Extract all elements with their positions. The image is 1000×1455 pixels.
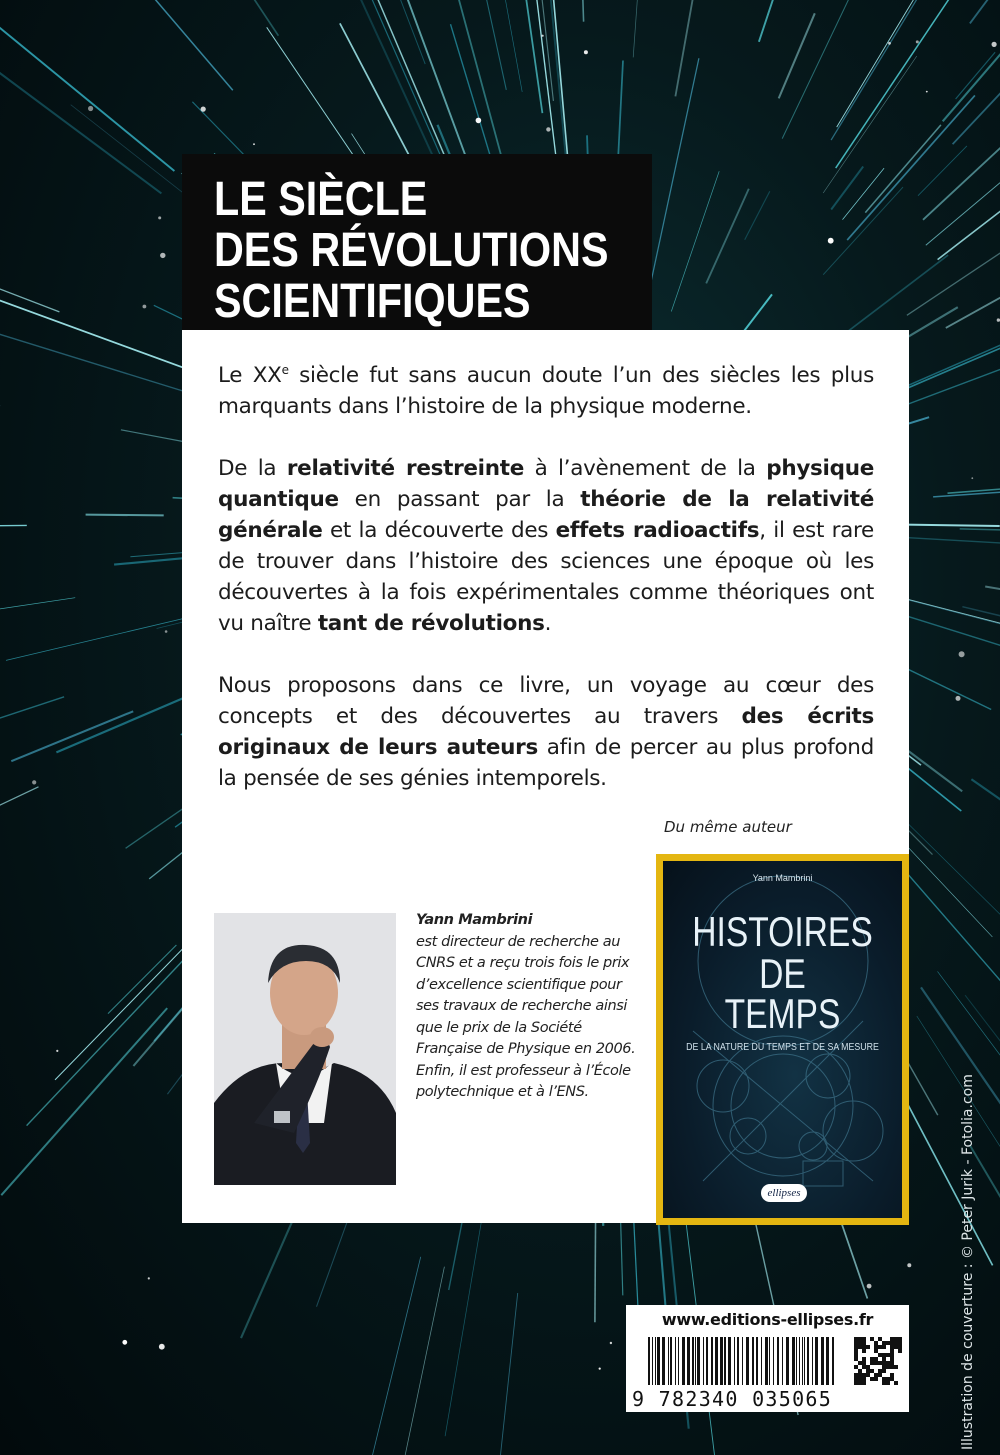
qr-code-module bbox=[858, 1361, 862, 1365]
light-streak bbox=[933, 477, 1000, 497]
barcode-bar bbox=[799, 1337, 800, 1385]
qr-code-module bbox=[894, 1337, 898, 1341]
qr-code-module bbox=[898, 1345, 902, 1349]
light-streak bbox=[675, 0, 725, 96]
barcode-bar bbox=[792, 1337, 795, 1385]
qr-code-module bbox=[886, 1381, 890, 1385]
light-streak bbox=[633, 0, 649, 57]
barcode-bar bbox=[706, 1337, 708, 1385]
isbn-number: 9 782340 035065 bbox=[632, 1387, 833, 1411]
barcode-bar bbox=[715, 1337, 718, 1385]
qr-code-module bbox=[862, 1381, 866, 1385]
intro-text-span: . bbox=[544, 611, 552, 636]
star bbox=[992, 42, 997, 47]
qr-code-module bbox=[858, 1369, 862, 1373]
intro-text-span: à l’avènement de la bbox=[524, 456, 767, 481]
light-streak bbox=[956, 52, 996, 99]
star bbox=[610, 1342, 612, 1344]
barcode-bar bbox=[682, 1337, 685, 1385]
light-streak bbox=[779, 13, 815, 98]
light-streak bbox=[865, 125, 941, 213]
bold-term: des écrits originaux de leurs auteurs bbox=[218, 704, 874, 760]
qr-code-module bbox=[886, 1353, 890, 1357]
light-streak bbox=[0, 598, 75, 611]
qr-code-module bbox=[882, 1361, 886, 1365]
light-streak bbox=[962, 607, 1000, 644]
qr-code-module bbox=[854, 1357, 858, 1361]
qr-code-module bbox=[882, 1365, 886, 1369]
qr-code-module bbox=[870, 1377, 874, 1381]
barcode-bar bbox=[720, 1337, 723, 1385]
star bbox=[122, 1340, 127, 1345]
publisher-logo: ellipses bbox=[761, 1184, 807, 1202]
star bbox=[867, 1284, 872, 1289]
barcode-bar bbox=[773, 1337, 774, 1385]
light-streak bbox=[383, 1267, 445, 1455]
light-streak bbox=[847, 95, 975, 240]
light-streak bbox=[946, 229, 1000, 328]
intro-text-span: siècle fut sans aucun doute l’un des siècles les plus marquants dans l’histoire de la physique moderne. bbox=[218, 363, 874, 419]
qr-code-module bbox=[882, 1341, 886, 1345]
barcode-bar bbox=[711, 1337, 713, 1385]
light-streak bbox=[539, 0, 553, 101]
barcode-bar bbox=[692, 1337, 694, 1385]
light-streak bbox=[900, 537, 1000, 548]
book-subtitle: DE LA NATURE DU TEMPS ET DE SA MESURE bbox=[686, 1042, 879, 1053]
title-line-2: DES RÉVOLUTIONS bbox=[214, 224, 609, 277]
barcode-bar bbox=[737, 1337, 739, 1385]
superscript: e bbox=[281, 362, 289, 377]
qr-code-module bbox=[882, 1357, 886, 1361]
qr-code-module bbox=[890, 1345, 894, 1349]
qr-code-module bbox=[858, 1341, 862, 1345]
qr-code-module bbox=[870, 1361, 874, 1365]
star bbox=[956, 696, 961, 701]
qr-code-module bbox=[890, 1357, 894, 1361]
light-streak bbox=[917, 1016, 1000, 1147]
star bbox=[159, 1344, 165, 1350]
star bbox=[201, 107, 206, 112]
light-streak bbox=[1, 1008, 167, 1195]
barcode-bar bbox=[796, 1337, 797, 1385]
star bbox=[158, 216, 161, 219]
qr-code-module bbox=[882, 1381, 886, 1385]
light-streak bbox=[759, 0, 805, 42]
book-cover-art bbox=[663, 861, 902, 1218]
star bbox=[476, 118, 482, 124]
star bbox=[542, 35, 544, 37]
intro-text-span: De la bbox=[218, 456, 287, 481]
barcode-bar bbox=[812, 1337, 813, 1385]
barcode-bar bbox=[765, 1337, 768, 1385]
qr-code-module bbox=[854, 1377, 858, 1381]
qr-code-module bbox=[878, 1369, 882, 1373]
star bbox=[88, 106, 93, 111]
light-streak bbox=[0, 697, 64, 719]
book-author: Yann Mambrini bbox=[752, 873, 813, 883]
star bbox=[916, 40, 919, 43]
star bbox=[165, 630, 168, 633]
star bbox=[546, 127, 550, 131]
light-streak bbox=[823, 187, 903, 275]
qr-code-module bbox=[882, 1369, 886, 1373]
qr-code-module bbox=[874, 1373, 878, 1377]
other-book-cover bbox=[656, 854, 909, 1225]
qr-code-module bbox=[866, 1369, 870, 1373]
book-title-line-2: DE bbox=[759, 950, 806, 997]
star bbox=[143, 305, 147, 309]
light-streak bbox=[0, 525, 27, 527]
qr-code-module bbox=[878, 1361, 882, 1365]
qr-code-module bbox=[882, 1377, 886, 1381]
qr-code-module bbox=[890, 1361, 894, 1365]
light-streak bbox=[837, 0, 944, 127]
qr-code-module bbox=[878, 1353, 882, 1357]
star bbox=[160, 253, 165, 258]
barcode-bar bbox=[786, 1337, 789, 1385]
qr-code-module bbox=[886, 1365, 890, 1369]
barcode-bar bbox=[746, 1337, 749, 1385]
title-line-1: LE SIÈCLE bbox=[214, 173, 428, 226]
publisher-url: www.editions-ellipses.fr bbox=[661, 1310, 874, 1329]
qr-code-module bbox=[890, 1349, 894, 1353]
author-bio bbox=[416, 910, 646, 1104]
light-streak bbox=[706, 189, 749, 284]
barcode-bar bbox=[821, 1337, 824, 1385]
barcode-bar bbox=[678, 1337, 679, 1385]
qr-code-module bbox=[890, 1341, 894, 1345]
star bbox=[926, 91, 928, 93]
barcode-bar bbox=[761, 1337, 762, 1385]
star bbox=[56, 1050, 58, 1052]
barcode-bar bbox=[655, 1337, 656, 1385]
light-streak bbox=[831, 167, 863, 210]
barcode-bar bbox=[695, 1337, 696, 1385]
light-streak bbox=[960, 529, 1000, 532]
barcode-bar bbox=[697, 1337, 700, 1385]
light-streak bbox=[918, 146, 967, 196]
barcode-bar bbox=[734, 1337, 735, 1385]
qr-code-module bbox=[890, 1373, 894, 1377]
barcode-bar bbox=[832, 1337, 834, 1385]
intro-paragraph-3 bbox=[218, 670, 874, 794]
star bbox=[584, 50, 588, 54]
qr-code-module bbox=[894, 1341, 898, 1345]
light-streak bbox=[745, 191, 770, 240]
light-streak bbox=[0, 5, 161, 194]
light-streak bbox=[970, 0, 1000, 23]
intro-text-span: en passant par la bbox=[338, 487, 581, 512]
qr-code-module bbox=[874, 1345, 878, 1349]
qr-code-module bbox=[878, 1373, 882, 1377]
light-streak bbox=[223, 0, 279, 36]
barcode-bar bbox=[782, 1337, 783, 1385]
qr-code-module bbox=[858, 1345, 862, 1349]
light-streak bbox=[831, 0, 985, 140]
intro-text-span: , il est rare de trouver dans l’histoire des sciences une époque où les découvertes à la fois expérimentales comme théoriques ont vu naître bbox=[218, 518, 874, 636]
star bbox=[959, 651, 965, 657]
book-title-line-3: TEMPS bbox=[724, 990, 841, 1037]
star bbox=[888, 42, 891, 45]
intro-paragraph-1 bbox=[218, 360, 874, 422]
qr-code-module bbox=[854, 1345, 858, 1349]
star bbox=[148, 1277, 150, 1279]
barcode-bar bbox=[675, 1337, 676, 1385]
barcode-bar bbox=[742, 1337, 743, 1385]
qr-code-module bbox=[878, 1345, 882, 1349]
bold-term: tant de révolutions bbox=[317, 611, 545, 636]
author-bio-text: est directeur de recherche au CNRS et a reçu trois fois le prix d’excellence scientifique pour ses travaux de recherche ainsi que le prix de la Société Française de Physique en 2006. Enfin, il est professeur à l’École polytechnique et à l’ENS. bbox=[416, 933, 636, 1100]
barcode-bar bbox=[670, 1337, 672, 1385]
barcode-bar bbox=[802, 1337, 803, 1385]
light-streak bbox=[671, 171, 719, 311]
qr-code-module bbox=[862, 1365, 866, 1369]
qr-code-module bbox=[866, 1345, 870, 1349]
light-streak bbox=[971, 779, 1000, 938]
qr-code-module bbox=[890, 1365, 894, 1369]
qr-code-module bbox=[854, 1337, 858, 1341]
qr-code-module bbox=[862, 1373, 866, 1377]
light-streak bbox=[77, 0, 233, 90]
light-streak bbox=[444, 0, 507, 90]
qr-code-module bbox=[862, 1361, 866, 1365]
qr-code-module bbox=[862, 1345, 866, 1349]
star bbox=[907, 1263, 911, 1267]
light-streak bbox=[494, 0, 543, 113]
bold-term: physique quantique bbox=[218, 456, 874, 512]
light-streak bbox=[192, 102, 246, 158]
qr-code-module bbox=[894, 1345, 898, 1349]
intro-text-span: afin de percer au plus profond la pensée de ses génies intemporels. bbox=[218, 735, 874, 791]
intro-text-span: et la découverte des bbox=[322, 518, 556, 543]
barcode-bar bbox=[657, 1337, 660, 1385]
light-streak bbox=[907, 158, 1000, 315]
qr-code-module bbox=[858, 1337, 862, 1341]
qr-code-module bbox=[854, 1373, 858, 1377]
qr-code-module bbox=[882, 1353, 886, 1357]
intro-text bbox=[218, 360, 874, 825]
star bbox=[253, 143, 255, 145]
qr-code-module bbox=[854, 1381, 858, 1385]
bold-term: relativité restreinte bbox=[286, 456, 525, 481]
light-streak bbox=[923, 88, 1000, 220]
qr-code-module bbox=[862, 1377, 866, 1381]
light-streak bbox=[362, 1257, 421, 1455]
author-portrait-image bbox=[214, 913, 396, 1185]
author-photo bbox=[214, 913, 396, 1185]
barcode-bar bbox=[752, 1337, 754, 1385]
bold-term: effets radioactifs bbox=[555, 518, 760, 543]
qr-code-module bbox=[874, 1349, 878, 1353]
qr-code-module bbox=[874, 1377, 878, 1381]
qr-code-module bbox=[866, 1373, 870, 1377]
star bbox=[32, 780, 36, 784]
qr-code-module bbox=[890, 1353, 894, 1357]
qr-code-module bbox=[866, 1365, 870, 1369]
barcode-bar bbox=[777, 1337, 779, 1385]
qr-code-module bbox=[858, 1377, 862, 1381]
qr-code-module bbox=[862, 1349, 866, 1353]
qr-code-module bbox=[854, 1349, 858, 1353]
light-streak bbox=[843, 168, 885, 220]
star bbox=[828, 238, 834, 244]
barcode-bar bbox=[687, 1337, 690, 1385]
barcode-bar bbox=[815, 1337, 818, 1385]
barcode-bar bbox=[724, 1337, 726, 1385]
qr-code-module bbox=[858, 1373, 862, 1377]
author-name: Yann Mambrini bbox=[416, 912, 533, 928]
light-streak bbox=[11, 711, 133, 761]
qr-code-module bbox=[882, 1345, 886, 1349]
qr-code-module bbox=[894, 1381, 898, 1385]
qr-code-module bbox=[858, 1381, 862, 1385]
qr-code-module bbox=[874, 1357, 878, 1361]
barcode-bar bbox=[804, 1337, 805, 1385]
qr-code-module bbox=[886, 1361, 890, 1365]
qr-code-module bbox=[870, 1369, 874, 1373]
qr-code-module bbox=[890, 1377, 894, 1381]
light-streak bbox=[948, 473, 1000, 494]
light-streak bbox=[0, 273, 59, 312]
barcode-bar bbox=[769, 1337, 770, 1385]
qr-code-module bbox=[894, 1365, 898, 1369]
barcode-bar bbox=[652, 1337, 653, 1385]
light-streak bbox=[953, 35, 1000, 145]
cover-illustration-credit: Illustration de couverture : © Peter Jurik - Fotolia.com bbox=[960, 1074, 976, 1450]
barcode-bar bbox=[703, 1337, 704, 1385]
barcode-bar bbox=[728, 1337, 731, 1385]
barcode-bar bbox=[648, 1337, 650, 1385]
book-title-line-1: HISTOIRES bbox=[692, 908, 873, 955]
title-block bbox=[182, 154, 652, 330]
qr-code-module bbox=[854, 1353, 858, 1357]
light-streak bbox=[0, 787, 39, 827]
barcode-bar bbox=[826, 1337, 829, 1385]
qr-code-module bbox=[862, 1337, 866, 1341]
qr-code-module bbox=[874, 1361, 878, 1365]
qr-code-module bbox=[854, 1365, 858, 1369]
barcode-block bbox=[626, 1305, 909, 1412]
intro-text-span: Le XX bbox=[218, 363, 282, 388]
barcode-bar bbox=[668, 1337, 669, 1385]
qr-code-module bbox=[886, 1377, 890, 1381]
content-panel bbox=[182, 330, 909, 1223]
light-streak bbox=[576, 0, 584, 22]
qr-code-module bbox=[854, 1341, 858, 1345]
star bbox=[599, 1368, 601, 1370]
qr-code-module bbox=[898, 1349, 902, 1353]
qr-code-module bbox=[870, 1337, 874, 1341]
same-author-label: Du même auteur bbox=[664, 818, 792, 836]
light-streak bbox=[743, 294, 772, 332]
light-streak bbox=[926, 62, 1000, 246]
light-streak bbox=[497, 0, 522, 92]
star bbox=[971, 477, 973, 479]
barcode-bar bbox=[756, 1337, 758, 1385]
qr-code-module bbox=[898, 1341, 902, 1345]
bold-term: théorie de la relativité générale bbox=[218, 487, 874, 543]
title-line-3: SCIENTIFIQUES bbox=[214, 275, 531, 328]
light-streak bbox=[497, 1293, 518, 1455]
light-streak bbox=[86, 515, 164, 516]
qr-code-module bbox=[886, 1341, 890, 1345]
qr-code-module bbox=[870, 1357, 874, 1361]
qr-code-module bbox=[862, 1357, 866, 1361]
intro-paragraph-2 bbox=[218, 453, 874, 639]
qr-code-module bbox=[874, 1341, 878, 1345]
qr-code-module bbox=[878, 1337, 882, 1341]
barcode-bar bbox=[662, 1337, 665, 1385]
light-streak bbox=[782, 0, 863, 139]
qr-code-module bbox=[898, 1337, 902, 1341]
qr-code-module bbox=[890, 1337, 894, 1341]
qr-code-module bbox=[862, 1341, 866, 1345]
intro-text-span: Nous proposons dans ce livre, un voyage au cœur des concepts et des découvertes au travers bbox=[218, 673, 874, 729]
barcode-bar bbox=[807, 1337, 809, 1385]
